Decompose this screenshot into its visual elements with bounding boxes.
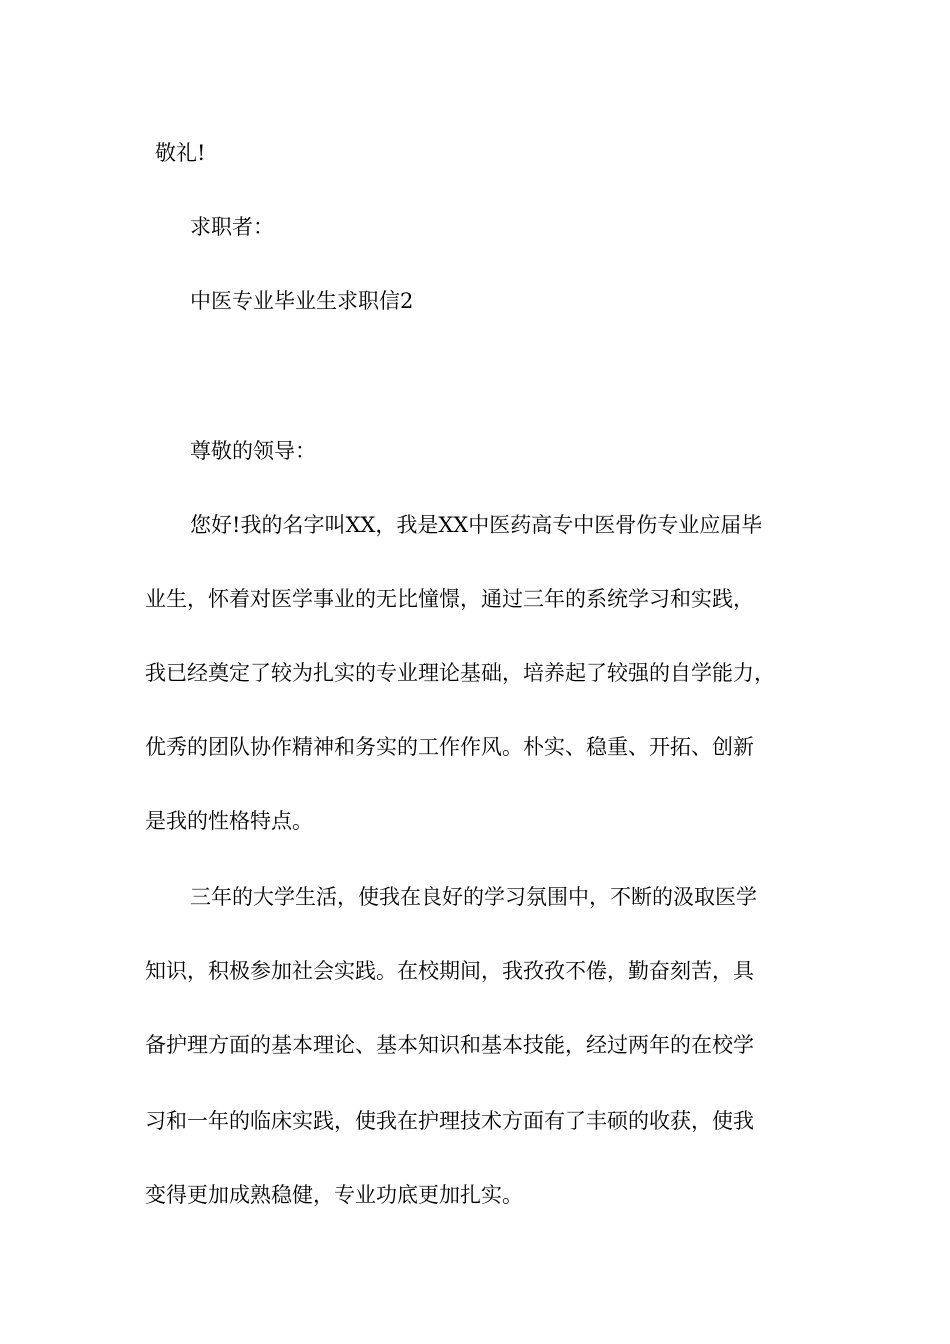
paragraph1-line4: 优秀的团队协作精神和务实的工作作风。朴实、稳重、开拓、创新: [145, 735, 754, 759]
paragraph2-line3: 备护理方面的基本理论、基本知识和基本技能，经过两年的在校学: [145, 1033, 754, 1057]
signature-label: 求职者：: [190, 215, 274, 239]
paragraph1-line2: 业生，怀着对医学事业的无比憧憬，通过三年的系统学习和实践，: [145, 587, 754, 611]
paragraph1-line5: 是我的性格特点。: [145, 809, 313, 833]
letter-title: 中医专业毕业生求职信2: [190, 289, 414, 313]
paragraph1-line1: 您好!我的名字叫XX，我是XX中医药高专中医骨伤专业应届毕: [190, 513, 763, 537]
closing-line: 敬礼!: [155, 141, 206, 165]
paragraph1-line3: 我已经奠定了较为扎实的专业理论基础，培养起了较强的自学能力，: [145, 661, 775, 685]
paragraph2-line5: 变得更加成熟稳健，专业功底更加扎实。: [145, 1183, 523, 1207]
salutation: 尊敬的领导：: [190, 439, 316, 463]
paragraph2-line2: 知识，积极参加社会实践。在校期间，我孜孜不倦，勤奋刻苦，具: [145, 959, 754, 983]
paragraph2-line1: 三年的大学生活，使我在良好的学习氛围中，不断的汲取医学: [190, 885, 757, 909]
paragraph2-line4: 习和一年的临床实践，使我在护理技术方面有了丰硕的收获，使我: [145, 1109, 754, 1133]
